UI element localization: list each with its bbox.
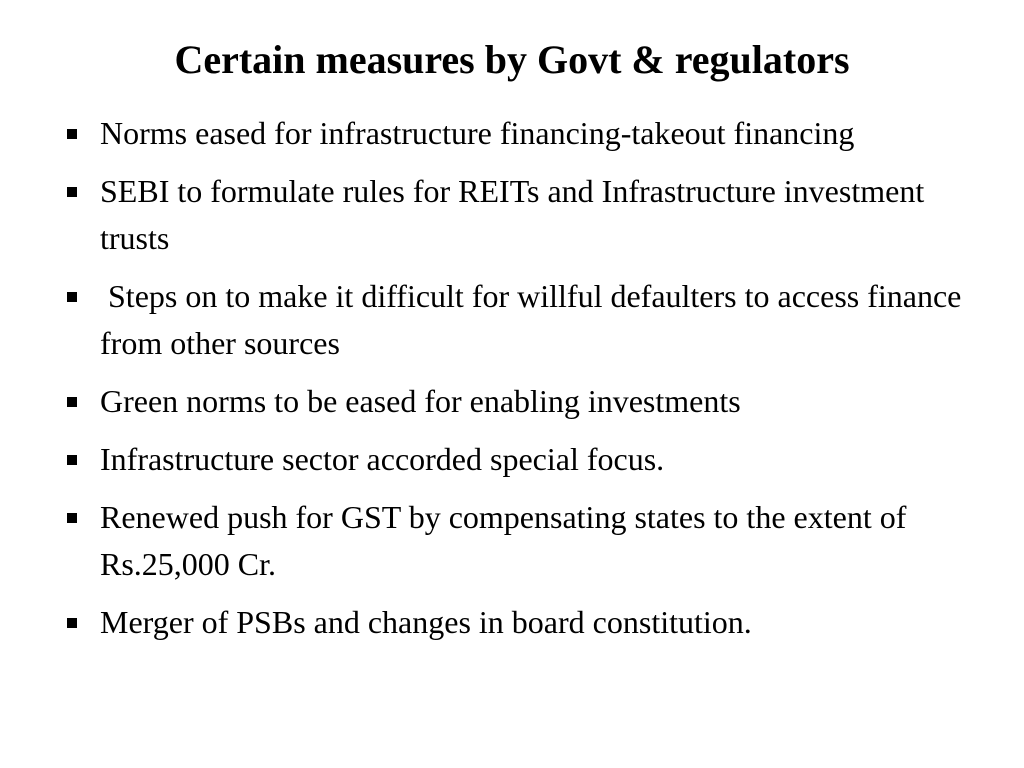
square-bullet-icon bbox=[67, 618, 77, 628]
square-bullet-icon bbox=[67, 455, 77, 465]
bullet-text: Merger of PSBs and changes in board constitution. bbox=[100, 604, 752, 640]
list-item bbox=[64, 599, 964, 646]
square-bullet-icon bbox=[67, 129, 77, 139]
list-item bbox=[64, 494, 964, 588]
list-item bbox=[64, 378, 964, 425]
square-bullet-icon bbox=[67, 397, 77, 407]
bullet-text: Norms eased for infrastructure financing-takeout financing bbox=[100, 115, 855, 151]
bullet-list bbox=[64, 110, 970, 657]
list-item bbox=[64, 168, 964, 262]
slide-title: Certain measures by Govt & regulators bbox=[174, 37, 850, 82]
list-item bbox=[64, 110, 964, 157]
bullet-text: Green norms to be eased for enabling investments bbox=[100, 383, 741, 419]
bullet-text: SEBI to formulate rules for REITs and Infrastructure investment trusts bbox=[100, 173, 933, 256]
square-bullet-icon bbox=[67, 292, 77, 302]
bullet-text: Renewed push for GST by compensating states to the extent of Rs.25,000 Cr. bbox=[100, 499, 915, 582]
bullet-text: Infrastructure sector accorded special focus. bbox=[100, 441, 665, 477]
square-bullet-icon bbox=[67, 187, 77, 197]
bullet-text: Steps on to make it difficult for willful defaulters to access finance from other sources bbox=[100, 278, 970, 361]
square-bullet-icon bbox=[67, 513, 77, 523]
list-item bbox=[64, 273, 970, 367]
list-item bbox=[64, 436, 964, 483]
